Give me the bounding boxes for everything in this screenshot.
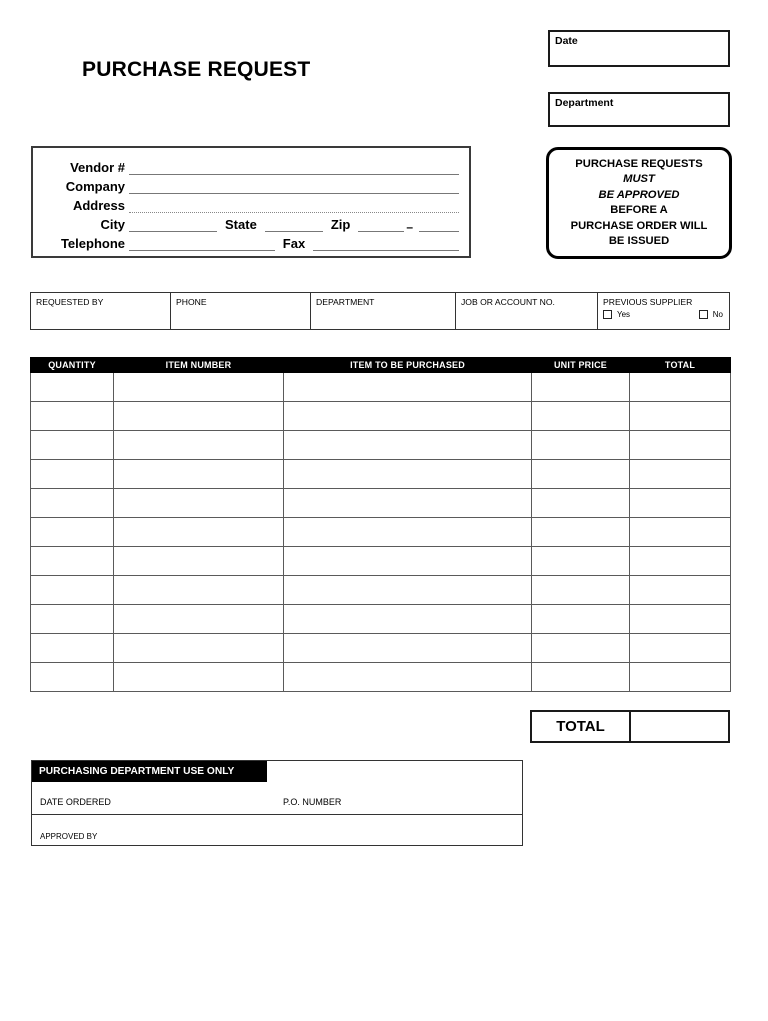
cell-item-to-be-purchased[interactable] <box>284 518 532 547</box>
cell-item-number[interactable] <box>114 663 284 692</box>
cell-item-to-be-purchased[interactable] <box>284 402 532 431</box>
cell-unit-price[interactable] <box>532 605 630 634</box>
cell-unit-price[interactable] <box>532 663 630 692</box>
telephone-input[interactable] <box>129 239 275 251</box>
cell-quantity[interactable] <box>31 431 114 460</box>
job-or-account-label: JOB OR ACCOUNT NO. <box>461 297 555 307</box>
date-field-box[interactable] <box>548 30 730 67</box>
zip-label: Zip <box>330 217 351 232</box>
vendor-number-label: Vendor # <box>70 160 125 175</box>
page-title: PURCHASE REQUEST <box>82 58 311 81</box>
table-row <box>31 431 731 460</box>
notice-line-6: BE ISSUED <box>608 235 670 247</box>
cell-item-to-be-purchased[interactable] <box>284 373 532 402</box>
cell-unit-price[interactable] <box>532 373 630 402</box>
column-header-unit-price: UNIT PRICE <box>532 358 630 373</box>
telephone-label: Telephone <box>60 236 125 251</box>
table-row <box>31 547 731 576</box>
department-field-box[interactable] <box>548 92 730 127</box>
cell-item-to-be-purchased[interactable] <box>284 547 532 576</box>
column-header-item-number: ITEM NUMBER <box>114 358 284 373</box>
notice-line-3: BE APPROVED <box>598 188 680 201</box>
requested-by-label: REQUESTED BY <box>36 297 104 307</box>
cell-total[interactable] <box>630 431 731 460</box>
cell-quantity[interactable] <box>31 489 114 518</box>
cell-quantity[interactable] <box>31 460 114 489</box>
previous-supplier-yes-label: Yes <box>617 310 631 319</box>
previous-supplier-yes-checkbox[interactable] <box>603 310 612 319</box>
cell-item-to-be-purchased[interactable] <box>284 605 532 634</box>
department-cell[interactable] <box>311 293 456 329</box>
cell-total[interactable] <box>630 489 731 518</box>
purchasing-department-row-2 <box>32 815 522 846</box>
cell-item-number[interactable] <box>114 402 284 431</box>
cell-total[interactable] <box>630 576 731 605</box>
fax-input[interactable] <box>313 239 459 251</box>
cell-unit-price[interactable] <box>532 518 630 547</box>
cell-item-to-be-purchased[interactable] <box>284 431 532 460</box>
department-label: Department <box>555 97 614 109</box>
items-table-header-row <box>31 358 731 373</box>
table-row <box>31 402 731 431</box>
cell-total[interactable] <box>630 547 731 576</box>
notice-line-4: BEFORE A <box>610 204 668 216</box>
cell-quantity[interactable] <box>31 547 114 576</box>
previous-supplier-no-label: No <box>712 310 723 319</box>
cell-quantity[interactable] <box>31 634 114 663</box>
previous-supplier-options <box>603 310 723 319</box>
grand-total-value[interactable] <box>631 712 728 741</box>
cell-unit-price[interactable] <box>532 547 630 576</box>
zip-plus4-input[interactable] <box>419 220 459 232</box>
cell-unit-price[interactable] <box>532 634 630 663</box>
company-input[interactable] <box>129 182 459 194</box>
cell-item-number[interactable] <box>114 489 284 518</box>
vendor-telephone-row <box>39 232 459 251</box>
cell-unit-price[interactable] <box>532 576 630 605</box>
table-row <box>31 576 731 605</box>
company-label: Company <box>65 179 125 194</box>
grand-total-row <box>530 710 730 743</box>
city-label: City <box>100 217 125 232</box>
table-row <box>31 489 731 518</box>
cell-quantity[interactable] <box>31 605 114 634</box>
zip-input[interactable] <box>358 220 404 232</box>
state-label: State <box>225 217 257 232</box>
po-number-label: P.O. NUMBER <box>283 797 342 807</box>
cell-unit-price[interactable] <box>532 402 630 431</box>
cell-quantity[interactable] <box>31 518 114 547</box>
cell-item-to-be-purchased[interactable] <box>284 576 532 605</box>
cell-item-number[interactable] <box>114 634 284 663</box>
phone-label: PHONE <box>176 297 207 307</box>
cell-total[interactable] <box>630 460 731 489</box>
cell-item-number[interactable] <box>114 547 284 576</box>
table-row <box>31 605 731 634</box>
cell-item-number[interactable] <box>114 518 284 547</box>
cell-item-number[interactable] <box>114 373 284 402</box>
vendor-number-row <box>39 156 459 175</box>
cell-total[interactable] <box>630 402 731 431</box>
table-row <box>31 634 731 663</box>
cell-item-number[interactable] <box>114 605 284 634</box>
vendor-address-row <box>39 194 459 213</box>
notice-line-1: PURCHASE REQUESTS <box>575 157 703 170</box>
vendor-company-row <box>39 175 459 194</box>
cell-item-to-be-purchased[interactable] <box>284 489 532 518</box>
state-input[interactable] <box>265 220 323 232</box>
items-table <box>30 357 731 692</box>
table-row <box>31 518 731 547</box>
cell-item-number[interactable] <box>114 460 284 489</box>
previous-supplier-no-checkbox[interactable] <box>699 310 708 319</box>
approved-by-label: APPROVED BY <box>40 832 98 841</box>
table-row <box>31 373 731 402</box>
table-row <box>31 663 731 692</box>
requested-by-cell[interactable] <box>31 293 171 329</box>
vendor-number-input[interactable] <box>129 163 459 175</box>
date-label: Date <box>555 35 578 47</box>
city-input[interactable] <box>129 220 217 232</box>
cell-unit-price[interactable] <box>532 489 630 518</box>
department-label: DEPARTMENT <box>316 297 375 307</box>
cell-quantity[interactable] <box>31 373 114 402</box>
notice-line-2: MUST <box>623 173 655 185</box>
previous-supplier-cell <box>598 293 729 329</box>
cell-item-number[interactable] <box>114 431 284 460</box>
cell-unit-price[interactable] <box>532 431 630 460</box>
cell-unit-price[interactable] <box>532 460 630 489</box>
approval-notice-box <box>546 147 732 259</box>
items-table-body <box>31 373 731 692</box>
cell-total[interactable] <box>630 663 731 692</box>
cell-quantity[interactable] <box>31 576 114 605</box>
column-header-quantity: QUANTITY <box>31 358 114 373</box>
cell-quantity[interactable] <box>31 402 114 431</box>
column-header-total: TOTAL <box>630 358 731 373</box>
fax-label: Fax <box>282 236 306 251</box>
phone-cell[interactable] <box>171 293 311 329</box>
cell-item-to-be-purchased[interactable] <box>284 634 532 663</box>
items-table-head <box>31 358 731 373</box>
notice-line-5: PURCHASE ORDER WILL <box>570 219 708 232</box>
previous-supplier-label: PREVIOUS SUPPLIER <box>603 297 693 307</box>
purchasing-department-banner: PURCHASING DEPARTMENT USE ONLY <box>32 761 267 782</box>
column-header-item-to-be-purchased: ITEM TO BE PURCHASED <box>284 358 532 373</box>
cell-total[interactable] <box>630 634 731 663</box>
grand-total-label: TOTAL <box>532 712 631 741</box>
cell-item-number[interactable] <box>114 576 284 605</box>
cell-total[interactable] <box>630 518 731 547</box>
table-row <box>31 460 731 489</box>
cell-item-to-be-purchased[interactable] <box>284 460 532 489</box>
cell-total[interactable] <box>630 605 731 634</box>
address-input[interactable] <box>129 201 459 213</box>
vendor-city-row <box>39 213 459 232</box>
request-info-strip <box>30 292 730 330</box>
address-label: Address <box>72 198 125 213</box>
cell-item-to-be-purchased[interactable] <box>284 663 532 692</box>
cell-quantity[interactable] <box>31 663 114 692</box>
vendor-information-box <box>31 146 471 258</box>
job-or-account-cell[interactable] <box>456 293 598 329</box>
purchasing-department-box <box>31 760 523 846</box>
zip-separator: – <box>406 220 413 234</box>
cell-total[interactable] <box>630 373 731 402</box>
purchasing-department-row-1 <box>32 782 522 815</box>
date-ordered-label: DATE ORDERED <box>40 797 111 807</box>
